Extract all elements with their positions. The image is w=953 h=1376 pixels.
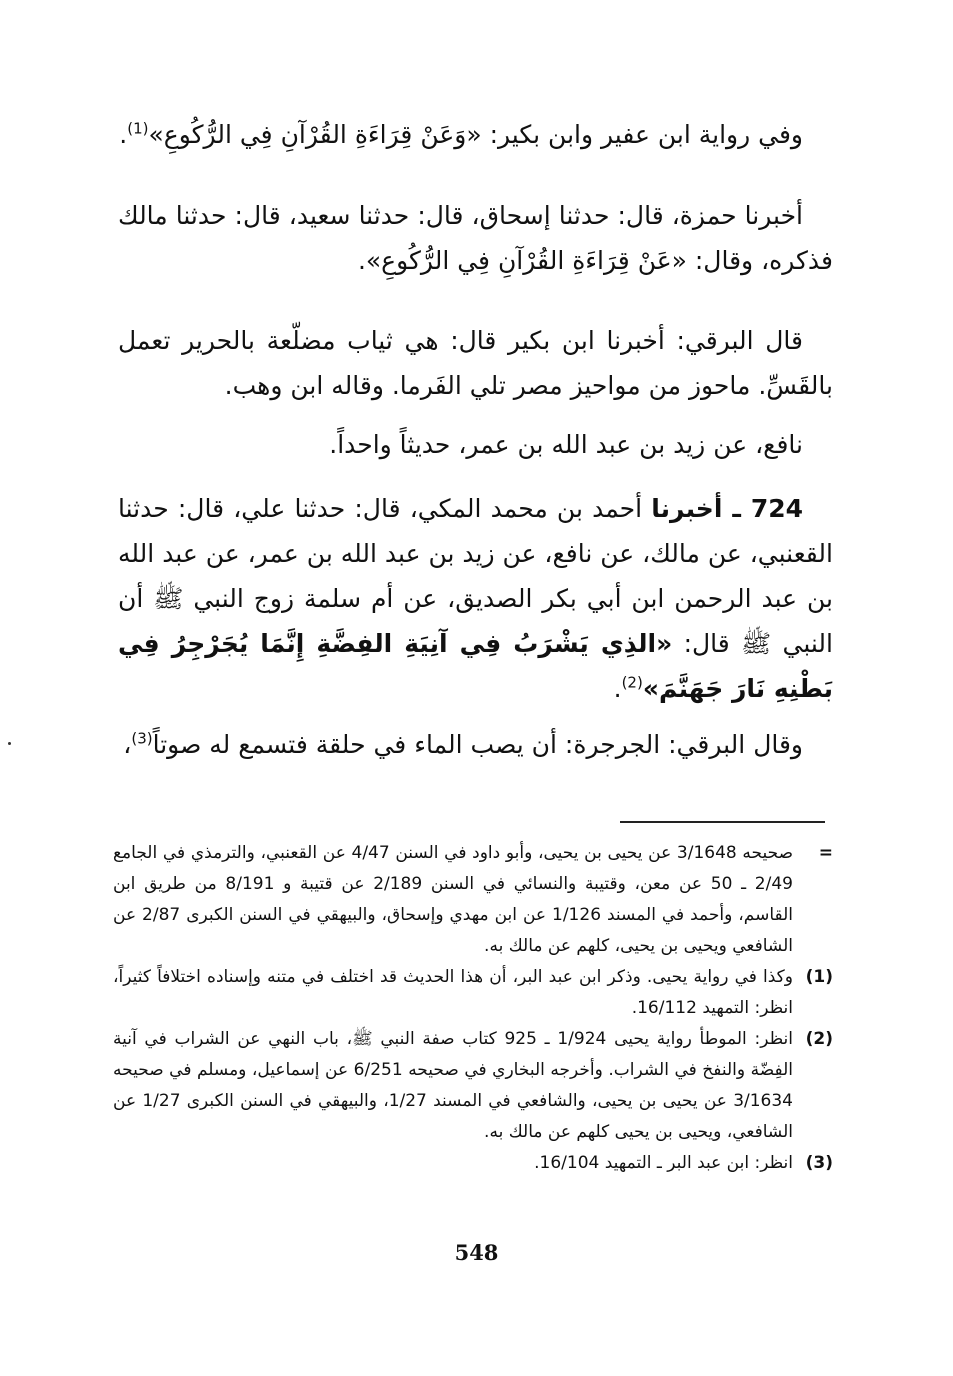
paragraph-ibn-ufair-riwaya: [118, 112, 833, 157]
footnote-3: [113, 1148, 833, 1179]
footnote-marker: (3): [805, 1153, 833, 1173]
footnote-marker: =: [818, 843, 833, 863]
main-text-block-5: [118, 486, 833, 711]
footnote-1: [113, 962, 833, 1024]
footnote-text: صحيحه 3/1648 عن يحيى بن يحيى، وأبو داود في السنن 4/47 عن القعنبي، والترمذي في الجامع 2/49 ـ 50 عن معن، وقتيبة والنسائي في السنن 2/189 عن قتيبة و 8/191 من طريق ابن القاسم، وأحمد في المسند 1/126 عن ابن مهدي وإسحاق، والبيهقي في السنن الكبرى 2/87 عن الشافعي ويحيى بن يحيى، كلهم عن مالك به.: [113, 843, 794, 956]
main-text-block-3: [118, 318, 833, 408]
paragraph-nafi-zayd: نافع، عن زيد بن عبد الله بن عمر، حديثاً واحداً.: [329, 430, 803, 459]
paragraph-hamza-isnad: أخبرنا حمزة، قال: حدثنا إسحاق، قال: حدثنا سعيد، قال: حدثنا مالك فذكره، وقال: «عَنْ قِرَاءَةِ القُرْآنِ فِي الرُّكُوعِ».: [118, 201, 833, 275]
footnote-text: انظر: ابن عبد البر ـ التمهيد 16/104.: [534, 1153, 793, 1173]
paragraph-barqi-explanation: قال البرقي: أخبرنا ابن بكير قال: هي ثياب مضلّعة بالحرير تعمل بالقَسِّ. ماحوز من مواحيز مصر تلي الفَرما. وقاله ابن وهب.: [118, 326, 833, 400]
margin-mark: [8, 742, 11, 745]
hadith-isnad: أحمد بن محمد المكي، قال: حدثنا علي، قال: حدثنا القعنبي، عن مالك، عن نافع، عن زيد بن عبد الله بن عمر، عن عبد الله بن عبد الرحمن ابن أبي بكر الصديق، عن أم سلمة زوج النبي ﷺ أن النبي ﷺ قال:: [118, 494, 833, 658]
hadith-number: 724: [750, 494, 804, 523]
paragraph-end: .: [119, 120, 128, 149]
main-text-block-1: [118, 112, 833, 157]
paragraph-end: ،: [123, 730, 132, 759]
footnote-separator: [620, 821, 825, 823]
paragraph-end: .: [613, 674, 622, 703]
paragraph-text: وقال البرقي: الجرجرة: أن يصب الماء في حلقة فتسمع له صوتاً: [152, 730, 803, 759]
main-text-block-4: [118, 422, 833, 467]
hadith-724: [118, 486, 833, 711]
footnote-ref-2[interactable]: (2): [621, 673, 643, 692]
footnote-ref-3[interactable]: (3): [131, 729, 153, 748]
footnote-text: انظر: الموطأ رواية يحيى 1/924 ـ 925 كتاب صفة النبي ﷺ، باب النهي عن الشراب في آنية الفِضّة والنفخ في الشراب. وأخرجه البخاري في صحيحه 6/251 عن إسماعيل، ومسلم في صحيحه 3/1634 عن يحيى بن يحيى، والشافعي في المسند 1/27، والبيهقي في السنن الكبرى 1/27 عن الشافعي، ويحيى بن يحيى كلهم عن مالك به.: [113, 1029, 793, 1142]
hadith-dash: ـ: [722, 494, 751, 523]
paragraph-text: وفي رواية ابن عفير وابن بكير: «وَعَنْ قِرَاءَةِ القُرْآنِ فِي الرُّكُوعِ»: [148, 120, 803, 149]
hadith-matn: «الذِي يَشْرَبُ فِي آنِيَةِ الفِضَّةِ إِنَّمَا يُجَرْجِرُ فِي بَطْنِهِ نَارَ جَهَنَّمَ»: [118, 629, 833, 703]
footnote-marker: (2): [805, 1029, 833, 1049]
footnote-text: وكذا في رواية يحيى. وذكر ابن عبد البر، أن هذا الحديث قد اختلف في متنه وإسناده اختلافاً كثيراً، انظر: التمهيد 16/112.: [113, 967, 793, 1018]
footnotes-section: [113, 838, 833, 1179]
footnote-continued: [113, 838, 833, 962]
footnote-marker: (1): [805, 967, 833, 987]
footnote-2: [113, 1024, 833, 1148]
main-text-block-6: [118, 722, 833, 767]
page-number: 548: [454, 1240, 499, 1265]
main-text-block-2: [118, 193, 833, 283]
paragraph-jarjara-definition: [118, 722, 833, 767]
footnote-ref-1[interactable]: (1): [127, 119, 149, 138]
hadith-intro: أخبرنا: [651, 494, 723, 523]
